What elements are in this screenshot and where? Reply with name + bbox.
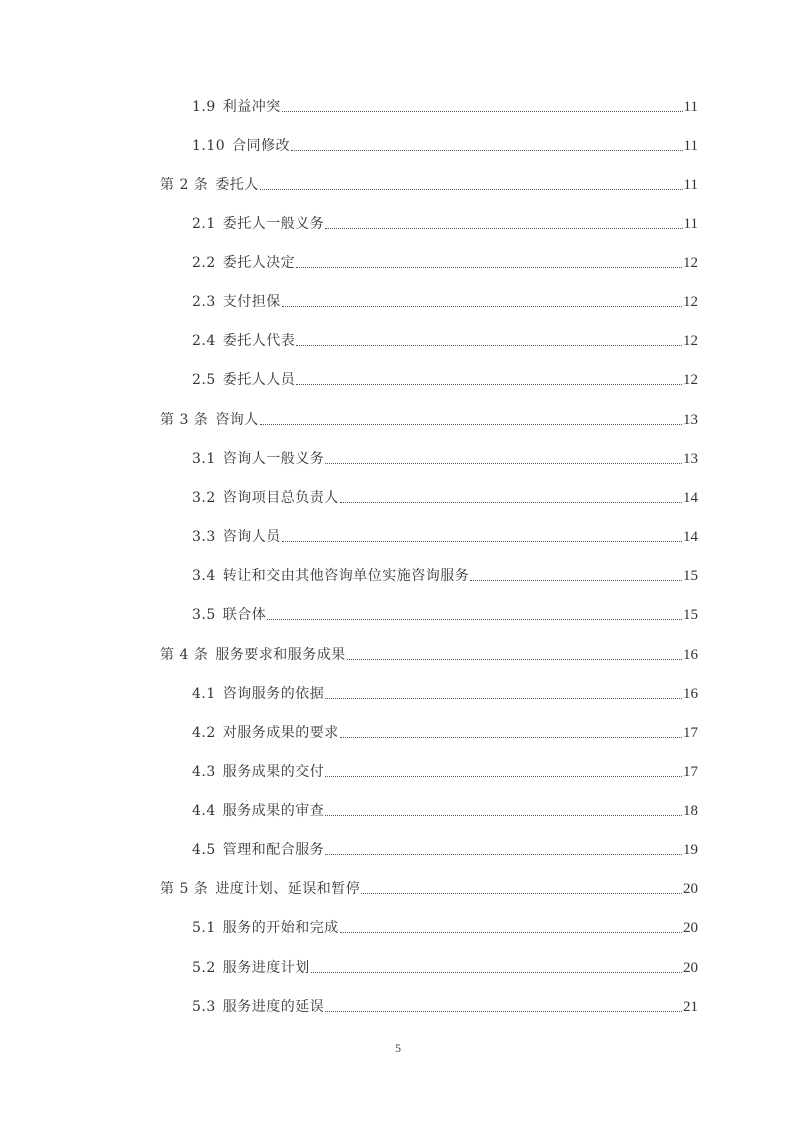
toc-entry[interactable] (192, 955, 698, 977)
toc-entry-title: 委托人代表 (222, 333, 296, 349)
toc-entry-number: 第 5 条 (160, 881, 209, 897)
toc-entry-page: 17 (683, 764, 698, 780)
toc-entry-title: 咨询人一般义务 (222, 451, 325, 467)
dot-leader (325, 815, 682, 816)
toc-entry-page: 12 (683, 255, 698, 271)
toc-entry-number: 5.3 (192, 999, 216, 1015)
toc-entry-title: 对服务成果的要求 (222, 725, 339, 741)
dot-leader (340, 502, 682, 503)
dot-leader (282, 306, 682, 307)
toc-entry-title: 服务进度的延误 (222, 999, 325, 1015)
toc-entry[interactable] (192, 446, 698, 468)
toc-entry-title: 委托人人员 (222, 372, 296, 388)
dot-leader (311, 972, 682, 973)
dot-leader (361, 893, 682, 894)
toc-entry[interactable] (192, 250, 698, 272)
toc-entry-page: 21 (683, 999, 698, 1015)
toc-entry[interactable] (192, 485, 698, 507)
toc-entry-page: 11 (683, 216, 698, 232)
toc-entry-number: 4.2 (192, 725, 216, 741)
toc-entry-number: 4.1 (192, 686, 216, 702)
toc-entry-page: 16 (683, 686, 698, 702)
toc-entry-title: 咨询人员 (222, 529, 281, 545)
toc-entry-number: 3.1 (192, 451, 216, 467)
toc-entry-number: 5.1 (192, 920, 216, 936)
toc-entry[interactable] (192, 367, 698, 389)
toc-entry-title: 咨询人 (215, 412, 259, 428)
toc-entry-title: 合同修改 (232, 138, 291, 154)
toc-entry-page: 17 (683, 725, 698, 741)
toc-entry[interactable] (192, 681, 698, 703)
dot-leader (325, 463, 682, 464)
toc-entry[interactable] (192, 328, 698, 350)
toc-entry-number: 第 4 条 (160, 647, 209, 663)
toc-entry-page: 16 (683, 647, 698, 663)
dot-leader (340, 737, 682, 738)
toc-entry-page: 12 (683, 333, 698, 349)
toc-entry-title: 利益冲突 (222, 99, 281, 115)
dot-leader (260, 424, 682, 425)
toc-entry[interactable] (192, 798, 698, 820)
toc-entry-title: 服务成果的交付 (222, 764, 325, 780)
toc-entry-page: 15 (683, 568, 698, 584)
toc-entry-number: 4.5 (192, 842, 216, 858)
toc-entry-number: 3.3 (192, 529, 216, 545)
toc-entry[interactable] (192, 289, 698, 311)
toc-entry-title: 委托人 (215, 177, 259, 193)
toc-entry[interactable] (192, 915, 698, 937)
toc-entry[interactable] (192, 563, 698, 585)
toc-entry-title: 服务要求和服务成果 (215, 647, 346, 663)
toc-entry-number: 3.2 (192, 490, 216, 506)
toc-entry-number: 2.5 (192, 372, 216, 388)
dot-leader (267, 619, 682, 620)
toc-entry-number: 1.9 (192, 99, 216, 115)
toc-entry-article[interactable] (160, 407, 698, 429)
toc-entry[interactable] (192, 94, 698, 116)
toc-entry-title: 转让和交由其他咨询单位实施咨询服务 (222, 568, 470, 584)
dot-leader (340, 932, 682, 933)
dot-leader (347, 659, 682, 660)
toc-entry[interactable] (192, 524, 698, 546)
toc-entry-page: 13 (683, 451, 698, 467)
toc-entry-page: 15 (683, 607, 698, 623)
toc-entry-number: 第 2 条 (160, 177, 209, 193)
toc-entry-article[interactable] (160, 876, 698, 898)
toc-entry-number: 4.4 (192, 803, 216, 819)
dot-leader (282, 111, 683, 112)
toc-entry-title: 服务成果的审查 (222, 803, 325, 819)
toc-entry[interactable] (192, 133, 698, 155)
toc-entry-number: 2.1 (192, 216, 216, 232)
toc-entry-page: 11 (683, 177, 698, 193)
dot-leader (296, 384, 682, 385)
toc-entry-page: 20 (683, 920, 698, 936)
toc-entry-title: 服务的开始和完成 (222, 920, 339, 936)
toc-entry-title: 委托人一般义务 (222, 216, 325, 232)
dot-leader (325, 1011, 682, 1012)
toc-entry-title: 联合体 (222, 607, 267, 623)
dot-leader (296, 267, 682, 268)
toc-entry-number: 4.3 (192, 764, 216, 780)
toc-entry-title: 管理和配合服务 (222, 842, 325, 858)
toc-entry[interactable] (192, 994, 698, 1016)
toc-entry-title: 进度计划、延误和暂停 (215, 881, 361, 897)
dot-leader (282, 541, 682, 542)
dot-leader (296, 345, 682, 346)
toc-entry-title: 咨询项目总负责人 (222, 490, 339, 506)
toc-entry-number: 2.2 (192, 255, 216, 271)
toc-entry-number: 2.4 (192, 333, 216, 349)
toc-entry-number: 第 3 条 (160, 412, 209, 428)
toc-entry-page: 12 (683, 294, 698, 310)
toc-entry-number: 2.3 (192, 294, 216, 310)
toc-entry-page: 19 (683, 842, 698, 858)
toc-entry-page: 14 (683, 529, 698, 545)
toc-entry[interactable] (192, 837, 698, 859)
toc-entry-number: 5.2 (192, 960, 216, 976)
dot-leader (325, 776, 682, 777)
toc-entry-article[interactable] (160, 172, 698, 194)
toc-entry-page: 13 (683, 412, 698, 428)
toc-entry-number: 1.10 (192, 138, 226, 154)
dot-leader (291, 150, 682, 151)
dot-leader (325, 228, 682, 229)
toc-entry-page: 11 (683, 99, 698, 115)
dot-leader (325, 854, 682, 855)
toc-entry-article[interactable] (160, 642, 698, 664)
toc-entry[interactable] (192, 211, 698, 233)
toc-entry-page: 12 (683, 372, 698, 388)
dot-leader (260, 189, 683, 190)
toc-entry-page: 20 (683, 960, 698, 976)
dot-leader (325, 698, 682, 699)
toc-entry-number: 3.5 (192, 607, 216, 623)
toc-entry[interactable] (192, 602, 698, 624)
toc-entry[interactable] (192, 720, 698, 742)
toc-entry-title: 支付担保 (222, 294, 281, 310)
toc-entry-title: 服务进度计划 (222, 960, 310, 976)
toc-entry[interactable] (192, 759, 698, 781)
toc-entry-title: 咨询服务的依据 (222, 686, 325, 702)
toc-entry-page: 18 (683, 803, 698, 819)
dot-leader (470, 580, 682, 581)
toc-entry-page: 14 (683, 490, 698, 506)
toc-entry-page: 11 (683, 138, 698, 154)
toc-entry-page: 20 (683, 881, 698, 897)
toc-entry-title: 委托人决定 (222, 255, 296, 271)
toc-entry-number: 3.4 (192, 568, 216, 584)
page-number: 5 (395, 1041, 401, 1055)
